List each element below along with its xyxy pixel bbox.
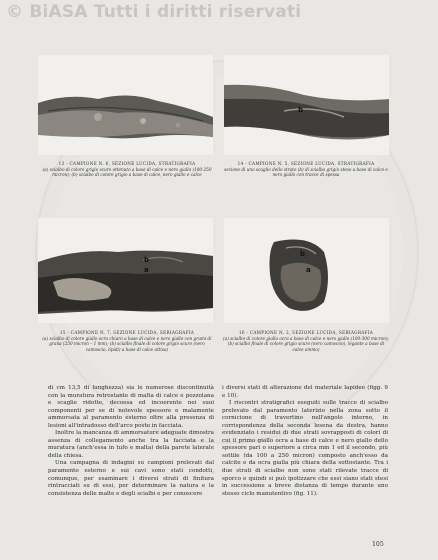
figure-15-title: 15 - CAMPIONE N. 7, SEZIONE LUCIDA, SERIAGRAFIA (59, 330, 195, 335)
body-paragraph: Inoltre la mancanza di ammorsature adeguate dimostra assenza di collegamento anche tra la facciata e la muratura (anch'essa in tufo e malta) della parete laterale della chiesa. (48, 430, 214, 459)
figure-16-title: 16 - CAMPIONE N. 2, SEZIONE LUCIDA, SERIAGRAFIA (238, 330, 374, 335)
figure-15-label-a: a (144, 266, 149, 274)
figure-14-photo (224, 55, 389, 155)
figure-16-label-a: a (306, 266, 311, 274)
figure-16-caption-text: (a) scialbo di colore giallo ocra a base di calce e nero giallo (100-300 micron); (b) scialbo finale di colore grigio scuro (nero camoscio), legante a base di calce ammo) (223, 335, 389, 352)
figure-16-label-b: b (300, 250, 306, 258)
figure-13-photo (38, 55, 213, 155)
figure-13-caption-text: (a) scialbo di colore grigio scuro ottenuto a base di calce e nero giallo (100-250 micron); (b) scialbo di colore grigio a base di calce, nero giallo e calce (42, 166, 212, 178)
body-left-column (48, 385, 214, 498)
figure-14-label-b: b (298, 106, 304, 114)
watermark: © BiASA Tutti i diritti riservati (6, 2, 302, 22)
figure-16-caption (222, 330, 390, 352)
figure-13-title: 13 - CAMPIONE N. 6, SEZIONE LUCIDA, STRATIGRAFIA (58, 161, 196, 166)
figure-15-photo (38, 218, 213, 323)
figure-15-caption-text: (a) scialbo di colore giallo ocra chiaro a base di calce e nero giallo con grumi di grana (250 micron – 1 mm); (b) scialbo finale di colore grigio scuro (nero camoscio, lipidi) a base di calce attiva) (42, 335, 212, 352)
figure-13-caption (42, 161, 212, 178)
page-number: 105 (372, 541, 384, 548)
body-paragraph: Una campagna di indagini su campioni prelevati dal paramento esterno e sui cavi sono stati condotti, comunque, per esaminare i diversi strati di finitura rintracciati su di essi, per determinare la natura e la consistenza delle malte e degli scialbi e per conoscere (48, 460, 214, 497)
body-right-column (222, 385, 388, 498)
body-paragraph: I riscontri stratigrafici eseguiti sulle tracce di scialbo prelevato dal paramento laterizio nella zona sotto il cornicione di travertino nell'angolo interno, in corrispondenza della seconda lesena da destra, hanno evidenziato i residui di due strati sovrapposti di colori di cui il primo giallo ocra a base di calce e nero giallo dello spessore pari o superiore a circa mm 1 ed il secondo, più sottile (da 100 a 250 micron) composto anch'esso da calcite e da ocra gialla più chiara della sottostante. Tra i due strati di scialbo non sono stati rilevate tracce di sporco e quindi si può ipotizzare che essi siano stati stesi in successione a breve distanza di tempo durante uno stesso ciclo manutentivo (fig. 11). (222, 400, 388, 497)
figure-14-caption-text: sezione di uno scaglio dello strato (b) di scialbo grigio steso a base di calce e nero giallo con tracce di spessa (224, 166, 388, 178)
figure-15-caption (42, 330, 212, 352)
figure-14-title: 14 - CAMPIONE N. 5, SEZIONE LUCIDA, STRATIGRAFIA (237, 161, 375, 166)
figure-15-label-b: b (144, 256, 150, 264)
body-paragraph: di cm 13,5 di lunghezza) sia le numerose discontinuità con la muratura retrostante di malta di calce e pozzolana e scaglie ridotte, decoesa ed incoerente nei suoi componenti per se di notevole spessore e malamente ammorsata al paramento esterno oltre alla presenza di lesioni all'intradosso dell'arco posto in facciata. (48, 385, 214, 429)
body-paragraph: i diversi stati di alterazione del materiale lapideo (figg. 9 e 10). (222, 385, 388, 399)
figure-14-caption (222, 161, 390, 178)
